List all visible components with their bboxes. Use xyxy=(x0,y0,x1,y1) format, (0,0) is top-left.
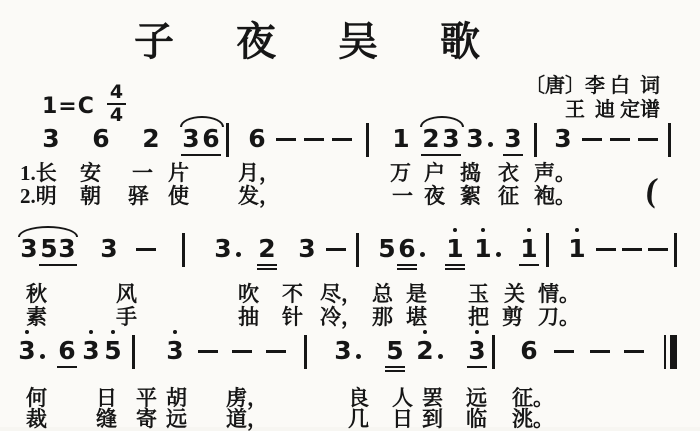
note-3 xyxy=(298,236,316,262)
note-digit: 3 xyxy=(334,336,352,365)
octave-dot xyxy=(575,228,579,232)
barline xyxy=(304,335,307,369)
note-digit: 2 xyxy=(142,124,160,153)
lyric-syllable: 针 xyxy=(282,305,303,329)
time-signature-upper: 4 xyxy=(107,82,126,105)
note-digit: 3 xyxy=(298,234,316,263)
note-digit: 5 xyxy=(40,234,58,263)
lyric-syllable: 不 xyxy=(282,282,303,306)
lyric-syllable: 征。 xyxy=(512,386,554,410)
lyric-syllable: 良 xyxy=(348,386,369,410)
duration-dash xyxy=(590,350,610,353)
duration-dash xyxy=(582,138,602,141)
lyric-syllable: 户 xyxy=(424,161,445,185)
duration-dash xyxy=(622,248,642,251)
lyric-syllable: 几 xyxy=(348,407,369,431)
note-3 xyxy=(100,236,118,262)
lyric-syllable: 把 xyxy=(468,305,489,329)
note-digit: 3 xyxy=(42,124,60,153)
note-6 xyxy=(248,126,266,152)
lyric-syllable: 远 xyxy=(166,407,187,431)
lyric-syllable: 声。 xyxy=(534,161,576,185)
octave-dot xyxy=(453,228,457,232)
lyric-syllable: 片 xyxy=(168,161,189,185)
underline-beam xyxy=(57,366,77,368)
augmentation-dot xyxy=(420,252,425,257)
lyric-syllable: 月， xyxy=(238,161,280,185)
lyric-syllable: 使 xyxy=(168,184,189,208)
credits xyxy=(525,74,660,122)
lyric-syllable: 朝 xyxy=(80,184,101,208)
note-6 xyxy=(398,236,416,262)
lyric-syllable: 是 xyxy=(406,282,427,306)
note-2 xyxy=(422,126,440,152)
credit-lyricist: 〔唐〕李 白 词 xyxy=(525,75,660,97)
note-5 xyxy=(104,338,122,364)
lyric-syllable: 手 xyxy=(116,305,137,329)
note-3 xyxy=(442,126,460,152)
lyric-syllable: 何 xyxy=(26,386,47,410)
note-2 xyxy=(258,236,276,262)
note-3 xyxy=(18,338,36,364)
tonic-label: 1=C xyxy=(42,93,95,119)
duration-dash xyxy=(624,350,644,353)
lyric-syllable: 秋 xyxy=(26,282,47,306)
lyric-syllable: 罢 xyxy=(422,386,443,410)
barline xyxy=(668,123,671,157)
octave-dot xyxy=(111,330,115,334)
lyric-syllable: 一 xyxy=(392,184,413,208)
lyric-syllable: 驿 xyxy=(128,184,149,208)
lyric-syllable: 临 xyxy=(466,407,487,431)
underline-beam xyxy=(445,264,465,266)
barline xyxy=(546,233,549,267)
duration-dash xyxy=(596,248,616,251)
underline-beam xyxy=(467,366,487,368)
lyric-syllable: 到 xyxy=(422,407,443,431)
note-digit: 1 xyxy=(568,234,586,263)
note-digit: 3 xyxy=(182,124,200,153)
octave-dot xyxy=(89,330,93,334)
lyric-syllable: 平 xyxy=(136,386,157,410)
augmentation-dot xyxy=(438,354,443,359)
note-digit: 3 xyxy=(100,234,118,263)
lyric-syllable: 道， xyxy=(226,407,268,431)
lyric-syllable: 一 xyxy=(132,161,153,185)
duration-dash xyxy=(136,248,156,251)
octave-dot xyxy=(423,330,427,334)
note-1 xyxy=(520,236,538,262)
lyric-syllable: 胡 xyxy=(166,386,187,410)
note-5 xyxy=(40,236,58,262)
augmentation-dot xyxy=(356,354,361,359)
lyric-syllable: 关 xyxy=(504,282,525,306)
slur-arc xyxy=(420,116,464,127)
note-3 xyxy=(334,338,352,364)
lyric-syllable: 裁 xyxy=(26,407,47,431)
lyric-syllable: 那 xyxy=(372,305,393,329)
note-6 xyxy=(520,338,538,364)
barline xyxy=(366,123,369,157)
underline-beam xyxy=(503,154,523,156)
note-digit: 6 xyxy=(202,124,220,153)
note-digit: 2 xyxy=(422,124,440,153)
note-digit: 1 xyxy=(474,234,492,263)
slur-arc xyxy=(18,226,78,237)
note-6 xyxy=(202,126,220,152)
lyric-syllable: 剪 xyxy=(502,305,523,329)
underline-beam xyxy=(181,154,201,156)
lyric-syllable: 玉 xyxy=(468,282,489,306)
lyric-syllable: 情。 xyxy=(538,282,580,306)
lyric-syllable: 远 xyxy=(466,386,487,410)
note-digit: 3 xyxy=(20,234,38,263)
underline-beam xyxy=(397,264,417,266)
note-digit: 5 xyxy=(378,234,396,263)
underline-beam xyxy=(257,264,277,266)
lyric-syllable: 2.明 xyxy=(20,184,57,208)
note-digit: 6 xyxy=(398,234,416,263)
note-digit: 6 xyxy=(248,124,266,153)
lyric-syllable: 万 xyxy=(390,161,411,185)
time-signature xyxy=(107,82,126,126)
barline xyxy=(182,233,185,267)
augmentation-dot xyxy=(236,252,241,257)
note-1 xyxy=(446,236,464,262)
note-digit: 2 xyxy=(258,234,276,263)
underline-beam xyxy=(201,154,221,156)
underline-beam xyxy=(441,154,461,156)
duration-dash xyxy=(304,138,324,141)
lyric-syllable: 尽， xyxy=(320,282,362,306)
augmentation-dot xyxy=(488,142,493,147)
lyric-syllable: 1.长 xyxy=(20,161,57,185)
underline-beam xyxy=(57,264,77,266)
note-digit: 3 xyxy=(442,124,460,153)
duration-dash xyxy=(610,138,630,141)
octave-dot xyxy=(475,330,479,334)
note-1 xyxy=(392,126,410,152)
note-3 xyxy=(468,338,486,364)
barline xyxy=(226,123,229,157)
lyric-syllable: 总 xyxy=(372,282,393,306)
duration-dash xyxy=(638,138,658,141)
note-6 xyxy=(92,126,110,152)
lyric-syllable: 抽 xyxy=(238,305,259,329)
duration-dash xyxy=(198,350,218,353)
note-digit: 5 xyxy=(104,336,122,365)
lyric-syllable: 絮 xyxy=(460,184,481,208)
underline-beam xyxy=(385,370,405,372)
duration-dash xyxy=(648,248,668,251)
underline-beam xyxy=(397,268,417,270)
augmentation-dot xyxy=(40,354,45,359)
page-title: 子 夜 吴 歌 xyxy=(134,19,506,64)
stray-mark: ( xyxy=(644,171,660,210)
note-digit: 3 xyxy=(214,234,232,263)
octave-dot xyxy=(173,330,177,334)
lyric-syllable: 征 xyxy=(498,184,519,208)
lyric-syllable: 安 xyxy=(80,161,101,185)
lyric-syllable: 人 xyxy=(392,386,413,410)
note-digit: 3 xyxy=(18,336,36,365)
note-digit: 1 xyxy=(446,234,464,263)
duration-dash xyxy=(326,248,346,251)
slur-arc xyxy=(180,116,224,127)
note-3 xyxy=(214,236,232,262)
note-2 xyxy=(142,126,160,152)
duration-dash xyxy=(276,138,296,141)
lyric-syllable: 吹 xyxy=(238,282,259,306)
note-digit: 3 xyxy=(504,124,522,153)
note-digit: 1 xyxy=(392,124,410,153)
duration-dash xyxy=(232,350,252,353)
lyric-syllable: 堪 xyxy=(406,305,427,329)
lyric-syllable: 寄 xyxy=(136,407,157,431)
note-digit: 3 xyxy=(468,336,486,365)
note-digit: 3 xyxy=(166,336,184,365)
lyric-syllable: 冷， xyxy=(320,305,362,329)
note-5 xyxy=(378,236,396,262)
lyric-syllable: 洮。 xyxy=(512,407,554,431)
note-3 xyxy=(58,236,76,262)
final-barline-thick xyxy=(670,335,677,369)
note-3 xyxy=(504,126,522,152)
lyric-syllable: 衣 xyxy=(498,161,519,185)
underline-beam xyxy=(519,264,539,266)
note-1 xyxy=(474,236,492,262)
lyric-syllable: 刀。 xyxy=(538,305,580,329)
note-6 xyxy=(58,338,76,364)
note-digit: 3 xyxy=(554,124,572,153)
note-1 xyxy=(568,236,586,262)
octave-dot xyxy=(481,228,485,232)
duration-dash xyxy=(266,350,286,353)
note-digit: 6 xyxy=(92,124,110,153)
underline-beam xyxy=(39,264,59,266)
duration-dash xyxy=(554,350,574,353)
underline-beam xyxy=(257,268,277,270)
lyric-syllable: 捣 xyxy=(460,161,481,185)
note-2 xyxy=(416,338,434,364)
barline xyxy=(132,335,135,369)
note-digit: 1 xyxy=(520,234,538,263)
note-3 xyxy=(182,126,200,152)
note-digit: 3 xyxy=(58,234,76,263)
note-digit: 6 xyxy=(520,336,538,365)
note-3 xyxy=(42,126,60,152)
note-3 xyxy=(166,338,184,364)
key-signature xyxy=(42,81,126,128)
note-digit: 3 xyxy=(82,336,100,365)
lyric-syllable: 日 xyxy=(96,386,117,410)
note-digit: 6 xyxy=(58,336,76,365)
barline xyxy=(674,233,677,267)
lyric-syllable: 风 xyxy=(116,282,137,306)
note-digit: 5 xyxy=(386,336,404,365)
barline xyxy=(534,123,537,157)
time-signature-lower: 4 xyxy=(109,104,124,126)
lyric-syllable: 日 xyxy=(392,407,413,431)
note-digit: 3 xyxy=(466,124,484,153)
underline-beam xyxy=(445,268,465,270)
lyric-syllable: 发， xyxy=(238,184,280,208)
octave-dot xyxy=(25,330,29,334)
lyric-syllable: 素 xyxy=(26,305,47,329)
note-3 xyxy=(554,126,572,152)
final-barline-thin xyxy=(664,335,666,369)
duration-dash xyxy=(332,138,352,141)
note-3 xyxy=(466,126,484,152)
barline xyxy=(356,233,359,267)
lyric-syllable: 夜 xyxy=(424,184,445,208)
note-digit: 2 xyxy=(416,336,434,365)
note-5 xyxy=(386,338,404,364)
augmentation-dot xyxy=(496,252,501,257)
note-3 xyxy=(82,338,100,364)
lyric-syllable: 袍。 xyxy=(534,184,576,208)
octave-dot xyxy=(527,228,531,232)
credit-arranger: 王 迪 定谱 xyxy=(565,99,660,121)
underline-beam xyxy=(385,366,405,368)
lyric-syllable: 虏， xyxy=(226,386,268,410)
lyric-syllable: 缝 xyxy=(96,407,117,431)
note-3 xyxy=(20,236,38,262)
underline-beam xyxy=(421,154,441,156)
barline xyxy=(492,335,495,369)
